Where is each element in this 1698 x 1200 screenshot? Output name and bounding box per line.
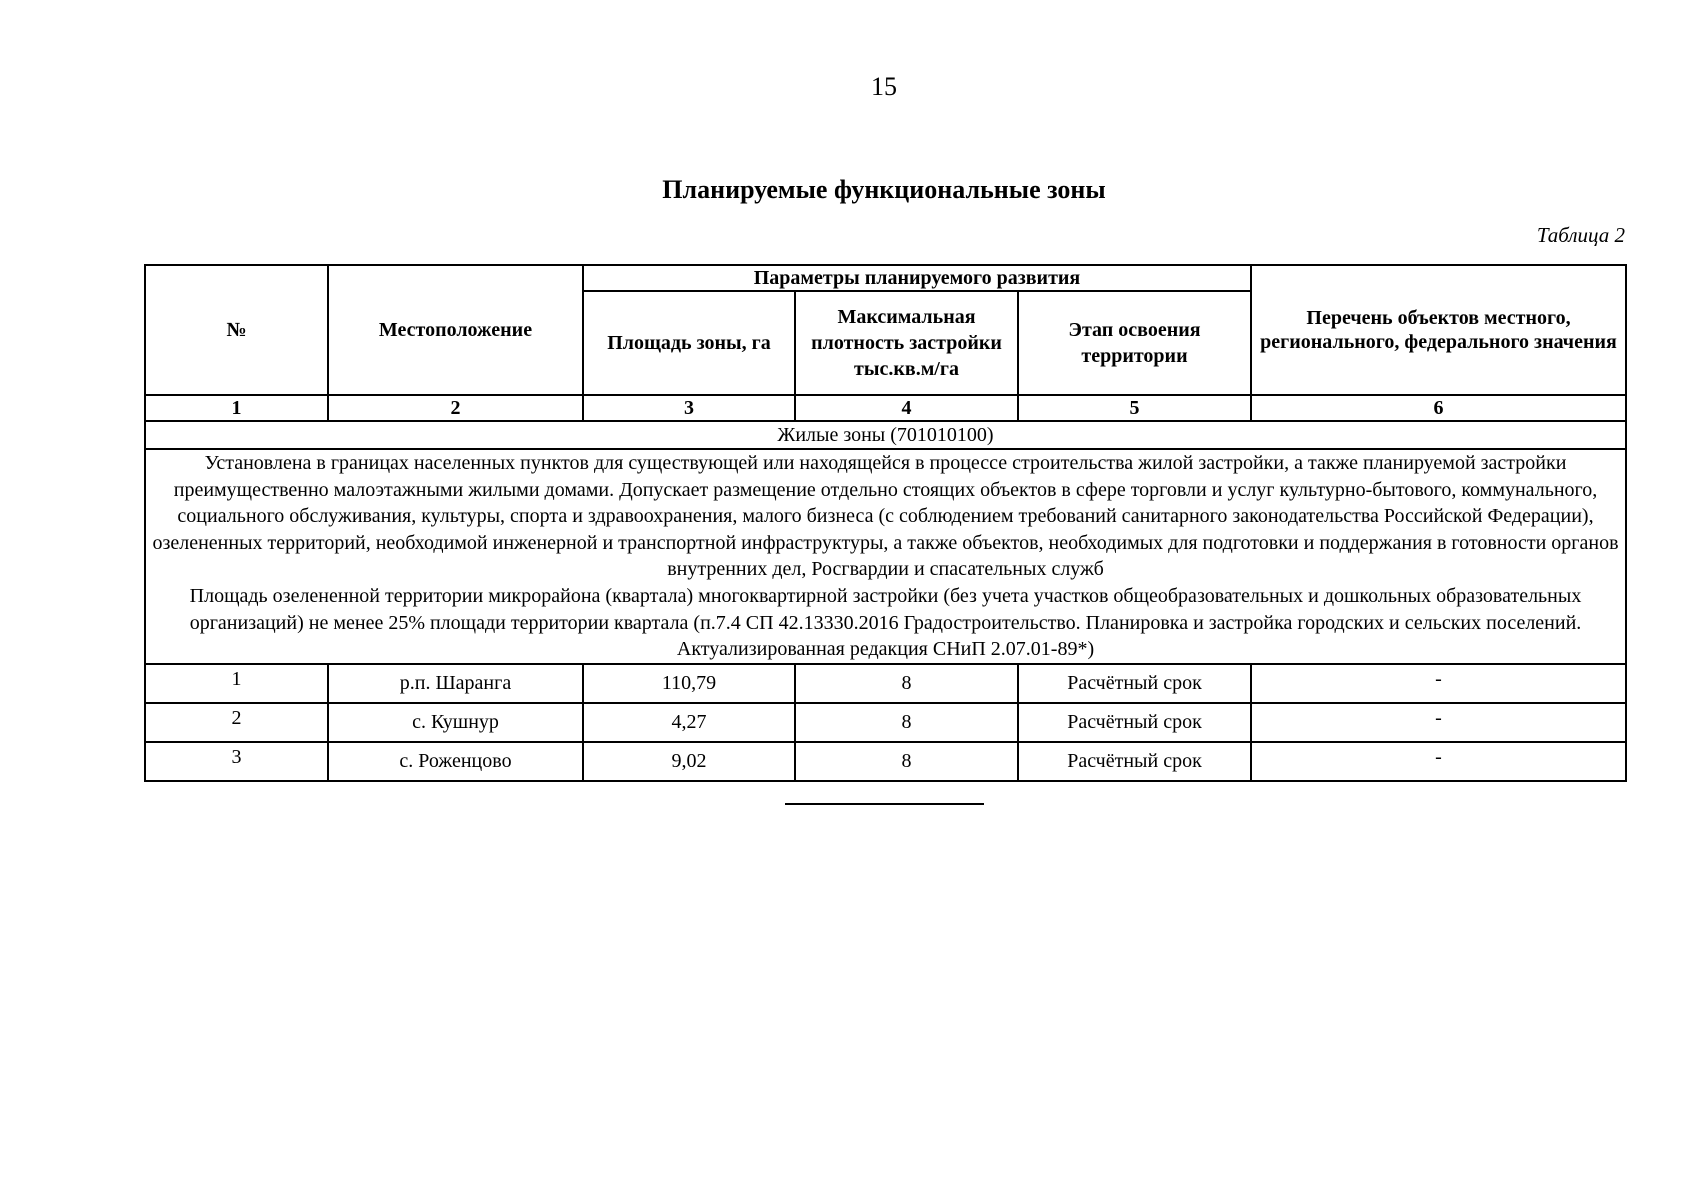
table-row — [145, 664, 1626, 703]
column-number: 3 — [583, 395, 795, 421]
page-title: Планируемые функциональные зоны — [662, 175, 1106, 204]
functional-zones-table — [144, 264, 1627, 782]
column-number: 1 — [145, 395, 328, 421]
table-row — [145, 703, 1626, 742]
column-number: 4 — [795, 395, 1018, 421]
section-description-paragraph: Площадь озелененной территории микрорайона (квартала) многоквартирной застройки (без учета участков общеобразовательных и дошкольных образовательных организаций) не менее 25% площади территории квартала (п.7.4 СП 42.13330.2016 Градостроительство. Планировка и застройка городских и сельских поселений. Актуализированная редакция СНиП 2.07.01-89*) — [189, 584, 1582, 661]
section-description-row — [145, 449, 1626, 664]
table-caption: Таблица 2 — [1536, 223, 1625, 247]
header-density: Максимальная плотность застройки тыс.кв.м/га — [795, 291, 1018, 395]
end-divider — [785, 803, 984, 805]
cell-number: 1 — [145, 664, 328, 703]
column-number: 5 — [1018, 395, 1251, 421]
cell-area: 110,79 — [583, 664, 795, 703]
header-location: Местоположение — [328, 265, 583, 395]
section-title: Жилые зоны (701010100) — [145, 421, 1626, 449]
header-number: № — [145, 265, 328, 395]
cell-area: 4,27 — [583, 703, 795, 742]
header-objects: Перечень объектов местного, регионального, федерального значения — [1251, 265, 1626, 395]
section-description-paragraph: Установлена в границах населенных пунктов для существующей или находящейся в процессе строительства жилой застройки, а также планируемой застройки преимущественно малоэтажными жилыми домами. Допускает размещение отдельно стоящих объектов в сфере торговли и услуг культурно-бытового, коммунального, социального обслуживания, культуры, спорта и здравоохранения, малого бизнеса (с соблюдением требований санитарного законодательства Российской Федерации), озелененных территорий, необходимой инженерной и транспортной инфраструктуры, а также объектов, необходимых для подготовки и поддержания в готовности органов внутренних дел, Росгвардии и спасательных служб — [152, 452, 1619, 581]
header-params-group: Параметры планируемого развития — [583, 265, 1251, 291]
column-number: 2 — [328, 395, 583, 421]
cell-number: 3 — [145, 742, 328, 781]
cell-stage: Расчётный срок — [1018, 664, 1251, 703]
column-number: 6 — [1251, 395, 1626, 421]
section-title-row — [145, 421, 1626, 449]
cell-stage: Расчётный срок — [1018, 703, 1251, 742]
cell-objects: - — [1251, 703, 1626, 742]
column-numbers-row — [145, 395, 1626, 421]
cell-number: 2 — [145, 703, 328, 742]
cell-density: 8 — [795, 742, 1018, 781]
cell-objects: - — [1251, 664, 1626, 703]
cell-stage: Расчётный срок — [1018, 742, 1251, 781]
cell-objects: - — [1251, 742, 1626, 781]
cell-location: с. Роженцово — [328, 742, 583, 781]
header-row-top — [145, 265, 1626, 291]
page-number: 15 — [871, 72, 897, 101]
header-area: Площадь зоны, га — [583, 291, 795, 395]
section-description — [145, 449, 1626, 664]
cell-location: с. Кушнур — [328, 703, 583, 742]
cell-density: 8 — [795, 703, 1018, 742]
cell-area: 9,02 — [583, 742, 795, 781]
table-row — [145, 742, 1626, 781]
header-stage: Этап освоения территории — [1018, 291, 1251, 395]
cell-location: р.п. Шаранга — [328, 664, 583, 703]
cell-density: 8 — [795, 664, 1018, 703]
